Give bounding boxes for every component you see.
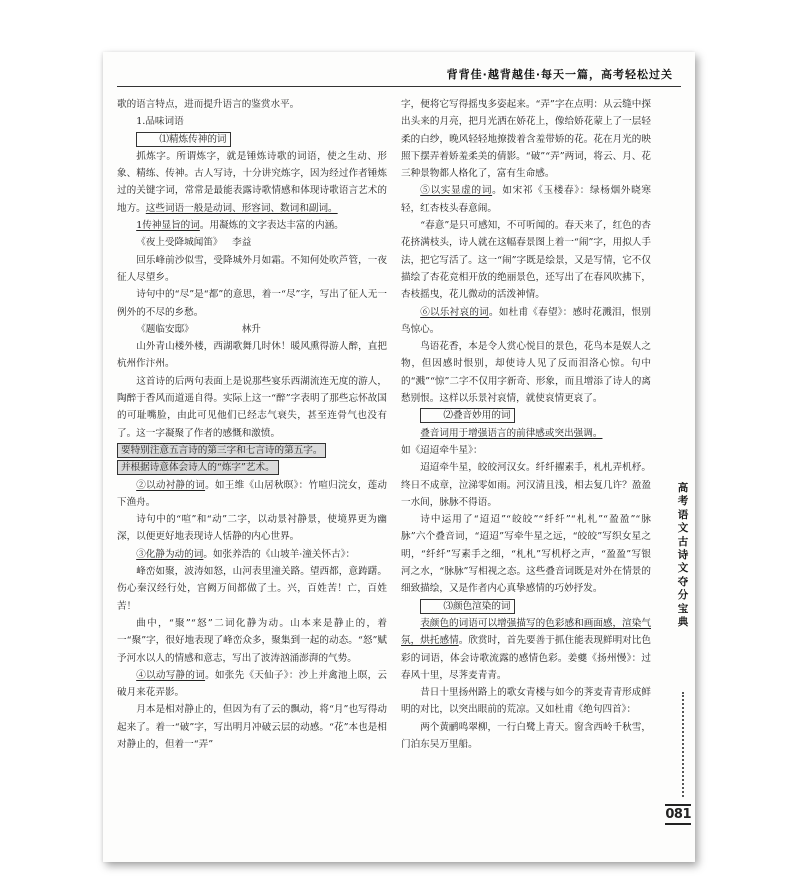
poem-text: 两个黄鹂鸣翠柳，一行白鹭上青天。窗含西岭千秋雪，门泊东吴万里船。 [401, 721, 651, 750]
running-header: 背背佳·越背越佳·每天一篇，高考轻松过关 [446, 68, 673, 81]
paragraph [117, 546, 387, 563]
underlined-text: 叠音词用于增强语言的前律感或突出强调。 [420, 427, 603, 439]
paragraph: 鸟语花香，本是令人赏心悦目的景色，花鸟本是娱人之物，但因感时恨别，却使诗人见了反而泪洛心惊。句中的“溅”“惊”二字不仅用字新奇、形象，而且增添了诗人的离愁别恨。这样以乐景衬哀情，就使哀情更哀了。 [401, 341, 651, 405]
text: 。如杜甫《春望》：感时花溅泪，恨别鸟惊心。 [401, 306, 652, 335]
subsection-heading [117, 131, 387, 148]
point-label: 1传神显旨的词 [136, 220, 200, 232]
underlined-text: 表颜色的词语可以增强描写的色彩感和画面感，渲染气氛，烘托感情 [401, 617, 651, 647]
poem-author: 李益 [232, 237, 252, 249]
header-rule [117, 86, 681, 87]
note-box: 要特别注意五言诗的第三字和七言诗的第五字。 [117, 443, 326, 458]
boxed-heading: ⑶颜色渲染的词 [420, 599, 514, 614]
poem-title [117, 321, 387, 338]
text: 。如张养浩的《山坡羊·潼关怀古》： [203, 548, 356, 560]
text: 。如宋祁《玉楼春》：绿杨烟外晓寒轻，红杏枝头春意闹。 [401, 185, 652, 214]
paragraph [401, 182, 651, 217]
left-column [117, 96, 387, 753]
text: 。如张先《天仙子》：沙上并禽池上暝，云破月来花弄影。 [117, 669, 388, 699]
paragraph: 诗句中的“尽”是“都”的意思，着一“尽”字，写出了征人无一例外的不尽的乡愁。 [117, 289, 387, 318]
point-label: ④以动写静的词 [136, 669, 206, 681]
point-label: ③化静为动的词 [136, 548, 204, 560]
paragraph: 昔日十里扬州路上的歌女青楼与如今的荠麦青青形成鲜明的对比，以突出眼前的荒凉。又如杜甫《绝句四首》： [401, 687, 651, 716]
side-dotted-line [682, 692, 684, 797]
poem-text: 迢迢牵牛星，皎皎河汉女。纤纤擢素手，札札弄机杼。终日不成章，泣涕零如雨。河汉清且浅，相去复几许？盈盈一水间，脉脉不得语。 [401, 462, 651, 508]
paragraph: 如《迢迢牵牛星》： [401, 444, 483, 456]
note [117, 442, 387, 459]
paragraph: 诗句中的“喧”和“动”二字，以动景衬静景，使境界更为幽深，以便更好地表现诗人恬静的内心世界。 [117, 514, 387, 543]
paragraph: 字，便将它写得摇曳多姿起来。“弄”字在点明：从云缝中探出头来的月亮，把月光洒在娇花上，像给娇花蒙上了一层轻柔的白纱，晚风轻轻地撩拨着含羞带娇的花。花在月光的映照下摆弄着娇羞柔美的倩影。“破”“弄”两词，将云、月、花三种景物都人格化了，富有生命感。 [401, 99, 651, 180]
page-number: 081 [665, 804, 691, 825]
poem-text: 山外青山楼外楼，西湖歌舞几时休！暖风熏得游人醉，直把杭州作汴州。 [117, 341, 387, 370]
underlined-text: 这些词语一般是动词、形容词、数词和副词。 [145, 202, 338, 214]
paragraph [401, 425, 651, 442]
paragraph: 诗中运用了“迢迢”“皎皎”“纤纤”“札札”“盈盈”“脉脉”六个叠音词，“迢迢”写牵牛星之远，“皎皎”写织女星之明，“纤纤”写素手之细，“札札”写机杼之声，“盈盈”写银河之水，“脉脉”写相视之态。这些叠音词既是对外在情景的细致描绘，又是作者内心真挚感情的巧妙抒发。 [401, 514, 651, 595]
note [117, 459, 387, 476]
point-label: ⑥以乐衬哀的词 [420, 306, 489, 318]
paragraph [117, 217, 387, 234]
paragraph [401, 615, 651, 684]
book-page [103, 52, 695, 862]
poem-name: 《题临安邸》 [136, 323, 194, 335]
boxed-heading: ⑴精炼传神的词 [136, 132, 230, 147]
poem-text: 峰峦如聚，波涛如怒，山河表里潼关路。望西都，意踌躇。伤心秦汉经行处，宫阙万间都做了土。兴，百姓苦！亡，百姓苦！ [117, 566, 387, 612]
paragraph [117, 667, 387, 702]
paragraph: “春意”是只可感知，不可听闻的。春天来了，红色的杏花挤满枝头，诗人就在这幅春景图上着一“闹”字，用拟人手法，把它写活了。这一“闹”字既是绘景，又是写情，它不仅描绘了杏花竞相开放的绝丽景色，还写出了在春风吹拂下，杏枝摇曳，花儿微动的活泼神情。 [401, 220, 651, 301]
paragraph: 这首诗的后两句表面上是说那些宴乐西湖流连无度的游人，陶醉于香风而道遥自得。实际上这一“醉”字表明了那些忘怀故国的可耻嘴脸，由此可见他们已经志气衰失，甚至连骨气也没有了。这一字凝聚了作者的感慨和激愤。 [117, 375, 387, 439]
poem-title [117, 234, 387, 251]
side-book-title: 高考语文古诗文夺分宝典 [677, 482, 689, 629]
point-label: ⑤以实显虚的词 [420, 185, 493, 197]
paragraph [117, 148, 387, 217]
text: 抓炼字。所谓炼字，就是锤炼诗歌的词语，使之生动、形象、精练、传神。古人写诗，十分讲究炼字，因为经过作者锤炼过的关键字词，常常是最能表露诗歌情感和体现诗歌语言艺术的地方。 [117, 150, 387, 214]
point-label: ②以动衬静的词 [136, 479, 206, 491]
poem-text: 回乐峰前沙似雪，受降城外月如霜。不知何处吹芦管，一夜征人尽望乡。 [117, 254, 387, 283]
right-column [401, 96, 651, 753]
text: 。欣赏时，首先要善于抓住能表现鲜明对比色彩的词语，体会诗歌流露的感情色彩。姜夔《扬州慢》：过春风十里，尽荠麦青青。 [401, 635, 652, 681]
paragraph: 歌的语言特点，进而提升语言的鉴赏水平。 [117, 99, 300, 110]
boxed-heading: ⑵叠音妙用的词 [420, 408, 514, 423]
subsection-heading [401, 598, 651, 615]
text: 。如王维《山居秋暝》：竹喧归浣女，莲动下渔舟。 [117, 479, 388, 508]
note-box: 并根据诗意体会诗人的“炼字”艺术。 [117, 460, 279, 475]
paragraph [117, 477, 387, 512]
text: 。用凝炼的文字表达丰富的内涵。 [199, 220, 344, 232]
poem-name: 《夜上受降城闻笛》 [136, 237, 223, 249]
paragraph: 曲中，“聚”“怒”二词化静为动。山本来是静止的，着一“聚”字，很好地表现了峰峦众多，聚集到一起的动态。“怒”赋予河水以人的情感和意志，写出了波涛汹涌澎湃的气势。 [117, 617, 387, 664]
subsection-heading [401, 407, 651, 424]
poem-author: 林升 [241, 323, 261, 335]
paragraph [401, 304, 651, 339]
paragraph: 月本是相对静止的，但因为有了云的飘动，将“月”也写得动起来了。着一“破”字，写出明月冲破云层的动感。“花”本也是相对静止的，但着一“弄” [117, 704, 387, 750]
section-heading: 1.品味词语 [136, 116, 184, 128]
